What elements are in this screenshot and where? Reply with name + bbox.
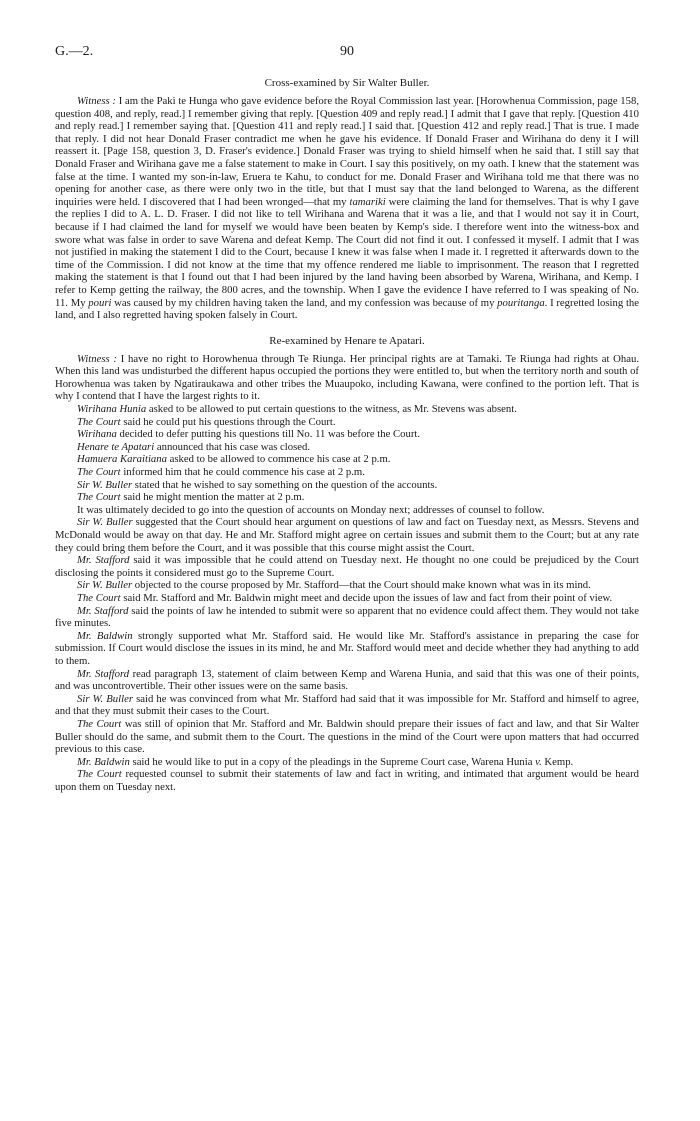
paragraph: The Court said he might mention the matter at 2 p.m.: [77, 491, 305, 504]
re-examination-body: [55, 353, 639, 794]
cross-examination-body: [55, 95, 639, 322]
speaker-name: Sir W. Buller: [77, 516, 133, 529]
speaker-name: Henare te Apatari: [77, 440, 155, 453]
paragraph: Witness : I have no right to Horowhenua through Te Riunga. Her principal rights are at Tamaki. Te Riunga had rights at Ohau. When this land was undisturbed the different hapus occupied the portions they were entitled to, but when the territory north and south of Horowhenua was taken by Ngatiraukawa and other tribes the Muaupoko, including Kawana, were confined to the portion left. That is why I contend that I have the largest rights to it.: [55, 352, 639, 403]
speaker-name: The Court: [77, 768, 122, 781]
speaker-name: Sir W. Buller: [77, 478, 133, 491]
paragraph: Sir W. Buller suggested that the Court should hear argument on questions of law and fact on Tuesday next, as Messrs. Stevens and McDonald would be away on that day. He and Mr. Stafford might agree on certain issues and submit them to the Court; but at any rate they could bring them before the Court, and it was possible that this course might assist the Court.: [55, 516, 639, 554]
maori-term: pouri: [88, 296, 112, 309]
speaker-name: Mr. Stafford: [77, 667, 130, 680]
paragraph: Witness : I am the Paki te Hunga who gave evidence before the Royal Commission last year. [Horowhenua Commission, page 158, question 408, and reply, read.] I remember giving that reply. [Question 409 and reply read.] I admit that I gave that reply. [Question 410 and reply read.] I remember saying that. [Question 411 and reply read.] I said that. [Question 412 and reply read.] That is true. I made that reply. I did not hear Donald Fraser contradict me when he gave his evidence. If Donald Fraser and Wirihana do deny it I will reassert it. [Page 158, question 3, D. Fraser's evidence.] Donald Fraser was trying to shield himself when he said that. I still say that Donald Fraser and Wirihana gave me a false statement to make in Court. I say this positively, on my oath. I knew that the statement was false at the time. I wanted my son-in-law, Eruera te Kahu, to conduct for me. Donald Fraser and Wirihana told me that there was no opening for another case, as there were only two in the title, but that I must say that the land belonged to Warena, as the different inquiries were held. I discovered that I had been wronged—that my tamariki were claiming the land for themselves. That is why I gave the replies I did to A. L. D. Fraser. I did not like to tell Wirihana and Warena that it was a lie, and that I would not say it in Court, because if I had claimed the land for myself we would have been beaten by Kemp's side. I therefore went into the witness-box and swore what was false in order to save Warena and defeat Kemp. The Court did not find it out. I confessed it myself. I admit that I was not justified in making the statement I did to the Court, because I knew it was false when I made it. I regretted it afterwards down to the time of the Commission. I did not know at the time that my offence rendered me liable to imprisonment. The reason that I regretted making the statement is that I found out that I had been injured by the land having been absorbed by Warena, Wirihana, and Kemp. I refer to Kemp getting the railway, the 800 acres, and the township. When I gave the evidence I have referred to I was speaking of No. 11. My pouri was caused by my children having taken the land, and my confession was because of my pouritanga. I regretted losing the land, and I also regretted having spoken falsely in Court.: [55, 95, 640, 322]
paragraph: Mr. Baldwin strongly supported what Mr. Stafford said. He would like Mr. Stafford's assistance in preparing the case for submission. If Court would disclose the issues in its mind, he and Mr. Stafford would meet and decide whether they had anything to add to them.: [55, 629, 639, 667]
document-page: [55, 44, 639, 793]
maori-term: tamariki: [349, 195, 386, 208]
speaker-name: Witness :: [77, 352, 117, 365]
paragraph: Sir W. Buller stated that he wished to say something on the question of the accounts.: [77, 478, 438, 491]
speaker-name: The Court: [77, 591, 121, 604]
speaker-name: Wirihana: [77, 428, 117, 441]
paragraph: The Court requested counsel to submit their statements of law and fact in writing, and intimated that argument would be heard upon them on Tuesday next.: [55, 768, 639, 793]
versus-abbreviation: v.: [535, 755, 542, 768]
speaker-name: The Court: [77, 491, 121, 504]
document-reference: G.—2.: [55, 44, 94, 59]
speaker-name: Wirihana Hunia: [77, 403, 147, 416]
paragraph: Sir W. Buller said he was convinced from what Mr. Stafford had said that it was impossible for Mr. Stafford and himself to agree, and that they must submit their cases to the Court.: [55, 692, 640, 718]
cross-examination-heading: Cross-examined by Sir Walter Buller.: [264, 77, 430, 89]
paragraph: Mr. Stafford said the points of law he intended to submit were so apparent that no evidence could affect them. They would not take five minutes.: [55, 604, 640, 630]
paragraph: The Court informed him that he could commence his case at 2 p.m.: [77, 466, 365, 479]
maori-term: pouritanga: [497, 296, 545, 309]
paragraph: Mr. Baldwin said he would like to put in a copy of the pleadings in the Supreme Court case, Warena Hunia v. Kemp.: [77, 755, 574, 768]
paragraph: Mr. Stafford read paragraph 13, statement of claim between Kemp and Warena Hunia, and said that this was one of their points, and was uncontrovertible. Their other issues were on the same basis.: [55, 667, 639, 693]
paragraph: The Court was still of opinion that Mr. Stafford and Mr. Baldwin should prepare their issues of fact and law, and that Sir Walter Buller should do the same, and submit them to the Court. The questions in the mind of the Court were upon matters that had occurred previous to this case.: [55, 717, 640, 756]
paragraph: Hamuera Karaitiana asked to be allowed to commence his case at 2 p.m.: [77, 453, 391, 466]
re-examination-heading: Re-examined by Henare te Apatari.: [269, 334, 425, 347]
speaker-name: Mr. Stafford: [77, 554, 130, 567]
speaker-name: Mr. Baldwin: [77, 755, 130, 768]
speaker-name: The Court: [77, 466, 121, 479]
paragraph: The Court said he could put his questions through the Court.: [77, 415, 336, 428]
paragraph: It was ultimately decided to go into the question of accounts on Monday next; addresses of counsel to follow.: [77, 503, 545, 516]
paragraph: The Court said Mr. Stafford and Mr. Baldwin might meet and decide upon the issues of law and fact from their point of view.: [77, 591, 613, 604]
speaker-name: The Court: [77, 717, 122, 730]
page-number: 90: [340, 44, 354, 59]
speaker-name: Witness :: [77, 95, 116, 107]
paragraph: Mr. Stafford said it was impossible that he could attend on Tuesday next. He thought no one could be prejudiced by the Court disclosing the points it considered must go to the Supreme Court.: [55, 554, 640, 579]
speaker-name: Sir W. Buller: [77, 579, 133, 592]
speaker-name: Mr. Baldwin: [77, 629, 133, 642]
page-header: [55, 44, 639, 66]
speaker-name: Hamuera Karaitiana: [77, 453, 167, 466]
speaker-name: The Court: [77, 415, 121, 428]
speaker-name: Sir W. Buller: [77, 692, 133, 705]
paragraph: Henare te Apatari announced that his case was closed.: [77, 440, 310, 453]
paragraph: Sir W. Buller objected to the course proposed by Mr. Stafford—that the Court should make known what was in its mind.: [77, 579, 591, 592]
paragraph: Wirihana Hunia asked to be allowed to put certain questions to the witness, as Mr. Stevens was absent.: [77, 403, 517, 416]
paragraph: Wirihana decided to defer putting his questions till No. 11 was before the Court.: [77, 428, 421, 441]
speaker-name: Mr. Stafford: [77, 604, 129, 617]
